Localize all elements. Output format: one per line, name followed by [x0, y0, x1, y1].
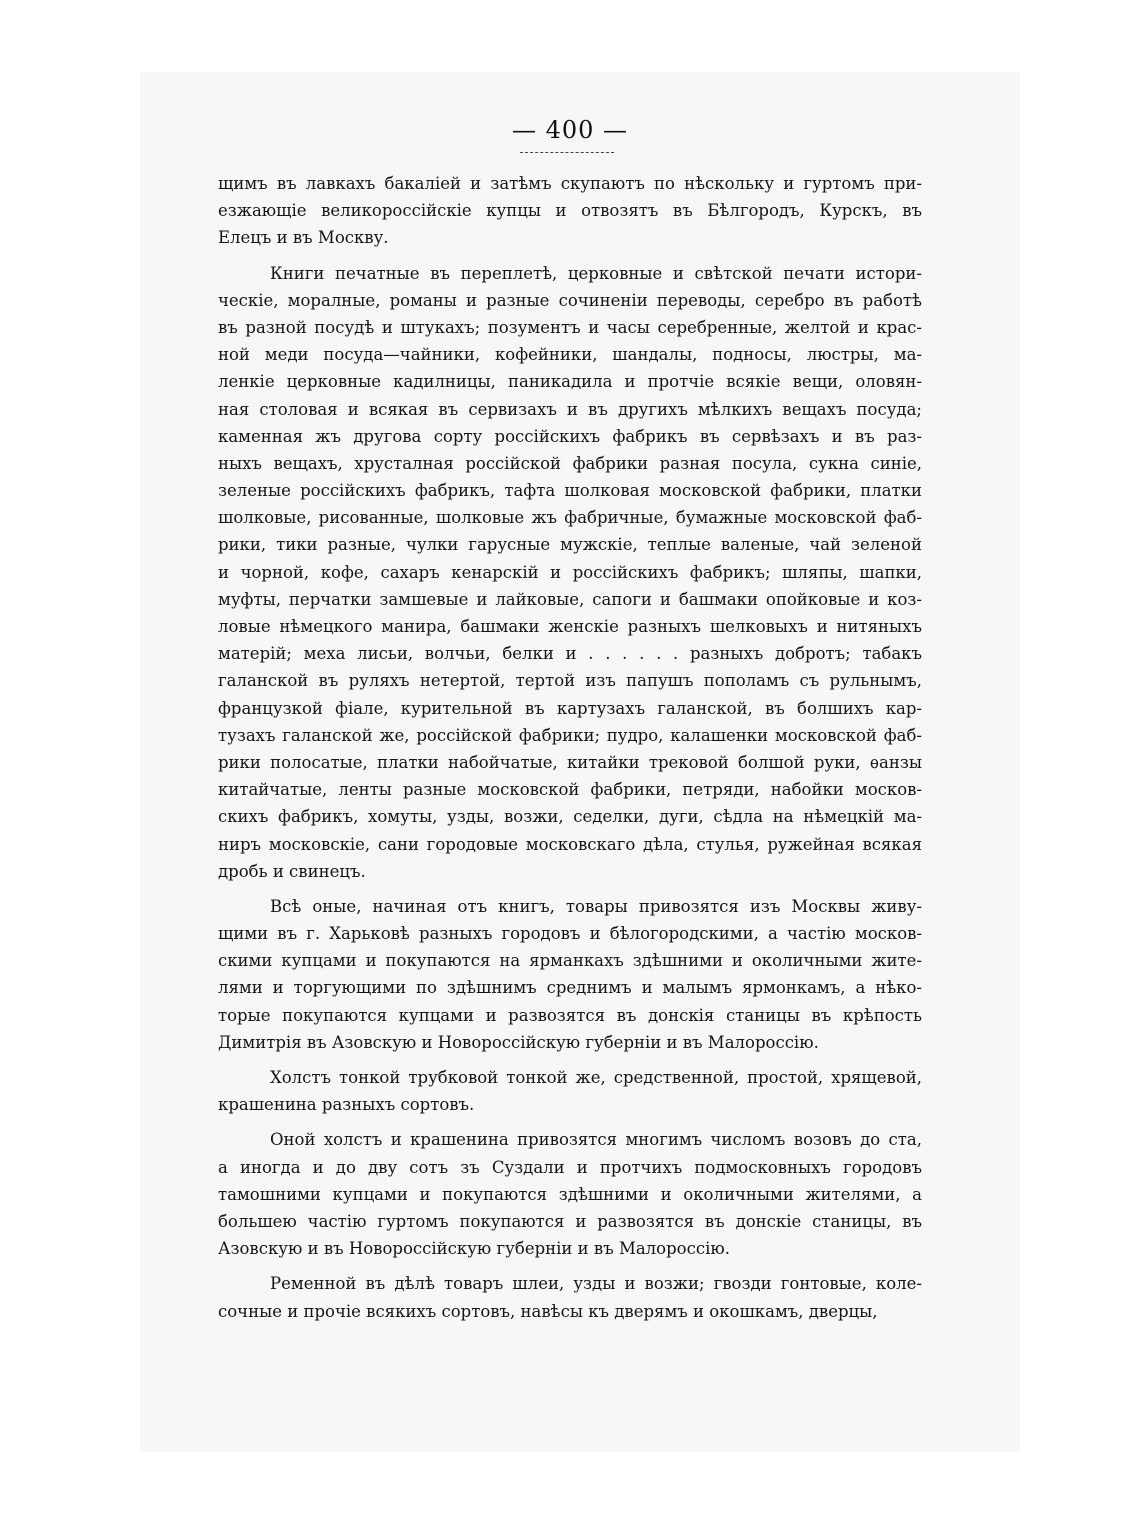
text-line: Димитрiя въ Азовскую и Новороссiйскую губернiи и въ Малороссiю.	[218, 1032, 819, 1052]
text-line: китайчатые, ленты разные московской фабрики, петряди, набойки москов-	[218, 780, 922, 800]
text-line: и чорной, кофе, сахаръ кенарскiй и россiйскихъ фабрикъ; шляпы, шапки,	[218, 562, 922, 582]
paragraph	[218, 1126, 922, 1262]
text-line: скими купцами и покупаются на ярманкахъ здѣшними и околичными жите-	[218, 951, 922, 971]
text-line: шолковые, рисованные, шолковые жъ фабричные, бумажные московской фаб-	[218, 508, 922, 528]
text-line: тузахъ галанской же, россiйской фабрики; пудро, калашенки московской фаб-	[218, 725, 922, 745]
text-line: въ разной посудѣ и штукахъ; позументъ и часы серебренные, желтой и крас-	[218, 317, 922, 337]
text-line: Ременной въ дѣлѣ товаръ шлеи, узды и возжи; гвозди гонтовые, коле-	[270, 1274, 922, 1294]
text-line: тамошними купцами и покупаются здѣшними и околичными жителями, а	[218, 1184, 922, 1204]
text-line: ная столовая и всякая въ сервизахъ и въ другихъ мѣлкихъ вещахъ посуда;	[218, 399, 922, 419]
text-line: дробь и свинецъ.	[218, 861, 366, 881]
page-number-ornament	[520, 146, 614, 153]
text-line: рики, тики разные, чулки гарусные мужскiе, теплые валеные, чай зеленой	[218, 535, 922, 555]
text-line: муфты, перчатки замшевые и лайковые, сапоги и башмаки опойковые и коз-	[218, 589, 922, 609]
text-line: крашенина разныхъ сортовъ.	[218, 1095, 475, 1115]
text-line: Всѣ оные, начиная отъ книгъ, товары привозятся изъ Москвы живу-	[270, 896, 922, 916]
text-line: зеленые россiйскихъ фабрикъ, тафта шолковая московской фабрики, платки	[218, 481, 922, 501]
text-line: Книги печатные въ переплетѣ, церковные и свѣтской печати истори-	[270, 263, 922, 283]
text-line: езжающiе великороссiйскiе купцы и отвозятъ въ Бѣлгородъ, Курскъ, въ	[218, 201, 922, 221]
text-line: Азовскую и въ Новороссiйскую губернiи и въ Малороссiю.	[218, 1239, 730, 1259]
text-line: щимъ въ лавкахъ бакалiей и затѣмъ скупаютъ по нѣскольку и гуртомъ при-	[218, 174, 922, 193]
text-line: ловые нѣмецкого манира, башмаки женскiе разныхъ шелковыхъ и нитяныхъ	[218, 617, 922, 636]
text-line: большею частiю гуртомъ покупаются и развозятся въ донскiе станицы, въ	[218, 1211, 922, 1231]
text-line: лями и торгующими по здѣшнимъ среднимъ и малымъ ярмонкамъ, а нѣко-	[218, 978, 922, 998]
text-line: ленкiе церковные кадилницы, паникадила и протчiе всякiе вещи, оловян-	[218, 372, 922, 392]
paragraph	[218, 260, 922, 885]
text-line: ческiе, моралные, романы и разные сочиненiи переводы, серебро въ работѣ	[218, 290, 922, 310]
paragraph	[218, 1270, 922, 1324]
body-text	[218, 170, 922, 1333]
text-line: торые покупаются купцами и развозятся въ донскiя станицы въ крѣпость	[218, 1005, 922, 1025]
text-line: рики полосатые, платки набойчатые, китайки трековой болшой руки, ѳанзы	[218, 752, 922, 772]
text-line: ныхъ вещахъ, хрусталная россiйской фабрики разная посула, сукна синiе,	[218, 453, 922, 473]
text-line: Елецъ и въ Москву.	[218, 228, 389, 248]
paragraph	[218, 170, 922, 252]
text-line: сочные и прочiе всякихъ сортовъ, навѣсы къ дверямъ и окошкамъ, дверцы,	[218, 1301, 878, 1321]
text-line: каменная жъ другова сорту россiйскихъ фабрикъ въ сервѣзахъ и въ раз-	[218, 426, 922, 446]
text-line: ной меди посуда—чайники, кофейники, шандалы, подносы, люстры, ма-	[218, 345, 922, 365]
text-line: французкой фiале, курительной въ картузахъ галанской, въ болшихъ кар-	[218, 698, 922, 718]
text-line: матерiй; меха лисьи, волчьи, белки и . . . . . . разныхъ добротъ; табакъ	[218, 644, 922, 664]
text-line: ниръ московскiе, сани городовые московскаго дѣла, стулья, ружейная всякая	[218, 834, 922, 854]
text-line: щими въ г. Харьковѣ разныхъ городовъ и бѣлогородскими, а частiю москов-	[218, 924, 922, 944]
text-line: галанской въ руляхъ нетертой, тертой изъ папушъ пополамъ съ рульнымъ,	[218, 671, 922, 691]
text-line: Холстъ тонкой трубковой тонкой же, средственной, простой, хрящевой,	[270, 1068, 922, 1087]
text-line: скихъ фабрикъ, хомуты, узды, возжи, седелки, дуги, сѣдла на нѣмецкiй ма-	[218, 807, 922, 827]
text-line: Оной холстъ и крашенина привозятся многимъ числомъ возовъ до ста,	[270, 1130, 922, 1150]
paragraph	[218, 1064, 922, 1118]
paragraph	[218, 893, 922, 1056]
text-line: а иногда и до дву сотъ зъ Суздали и протчихъ подмосковныхъ городовъ	[218, 1157, 922, 1177]
page-number: — 400 —	[511, 116, 629, 144]
